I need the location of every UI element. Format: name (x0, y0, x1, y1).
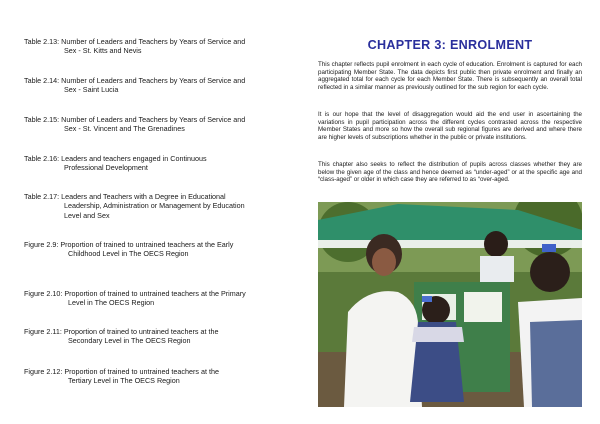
paragraph-disaggregation: It is our hope that the level of disaggregation would aid the end user in ascertaining the variations in pupil participation across the different cycles contrasted across the respective Member States and more so how the overall sub regional figures are derived and where there are higher levels of subscriptions whether in the public or private institutions. (318, 111, 582, 141)
toc-entry-figure-2-10[interactable] (24, 289, 286, 308)
toc-entry-table-2-14[interactable] (24, 76, 286, 95)
toc-entry-line: Table 2.13: Number of Leaders and Teachers by Years of Service and (24, 37, 246, 46)
paragraph-intro: This chapter reflects pupil enrolment in each cycle of education. Enrolment is captured for each participating Member State. The data depicts first public then private enrolment and finally an aggregated total for each cycle for each Member State. There is subsequently an overall total reflected in a similar manner as previously outlined for the sub region for each cycle. (318, 61, 582, 91)
toc-entry-line: Figure 2.11: Proportion of trained to untrained teachers at the (24, 327, 219, 336)
toc-entry-line: Figure 2.9: Proportion of trained to untrained teachers at the Early (24, 240, 234, 249)
toc-entry-table-2-13[interactable] (24, 37, 286, 56)
toc-entry-line: Table 2.16: Leaders and teachers engaged in Continuous (24, 154, 207, 163)
toc-entry-line: Table 2.17: Leaders and Teachers with a Degree in Educational (24, 192, 226, 201)
toc-entry-line: Table 2.15: Number of Leaders and Teachers by Years of Service and (24, 115, 246, 124)
toc-entry-line: Table 2.14: Number of Leaders and Teachers by Years of Service and (24, 76, 246, 85)
toc-entry-line: Figure 2.10: Proportion of trained to untrained teachers at the Primary (24, 289, 246, 298)
toc-entry-table-2-15[interactable] (24, 115, 286, 134)
toc-entry-line: Leadership, Administration or Management by Education (64, 201, 245, 211)
toc-entry-figure-2-12[interactable] (24, 367, 286, 386)
toc-entry-table-2-17[interactable] (24, 192, 286, 220)
toc-entry-line: Figure 2.12: Proportion of trained to untrained teachers at the (24, 367, 219, 376)
toc-entry-line: Professional Development (64, 163, 148, 173)
photo-students-exhibit (318, 202, 582, 407)
paragraph-distribution: This chapter also seeks to reflect the distribution of pupils across classes whether they are below the given age of the class and hence deemed as “under-aged” or at the specific age and “class-aged” or older in which case they are referred to as “over-aged. (318, 161, 582, 184)
toc-entry-line: Sex - St. Vincent and The Grenadines (64, 124, 185, 134)
chapter-title: CHAPTER 3: ENROLMENT (367, 38, 533, 52)
toc-entry-figure-2-9[interactable] (24, 240, 286, 259)
right-page (300, 0, 600, 424)
toc-entry-line: Tertiary Level in The OECS Region (68, 376, 180, 386)
toc-entry-line: Level and Sex (64, 210, 110, 220)
toc-entry-line: Sex - St. Kitts and Nevis (64, 46, 142, 56)
toc-entry-line: Childhood Level in The OECS Region (68, 249, 189, 259)
toc-entry-table-2-16[interactable] (24, 154, 286, 173)
toc-entry-line: Secondary Level in The OECS Region (68, 336, 191, 346)
toc-entry-line: Level in The OECS Region (68, 298, 155, 308)
toc-entry-figure-2-11[interactable] (24, 327, 286, 346)
toc-entry-line: Sex - Saint Lucia (64, 85, 119, 95)
